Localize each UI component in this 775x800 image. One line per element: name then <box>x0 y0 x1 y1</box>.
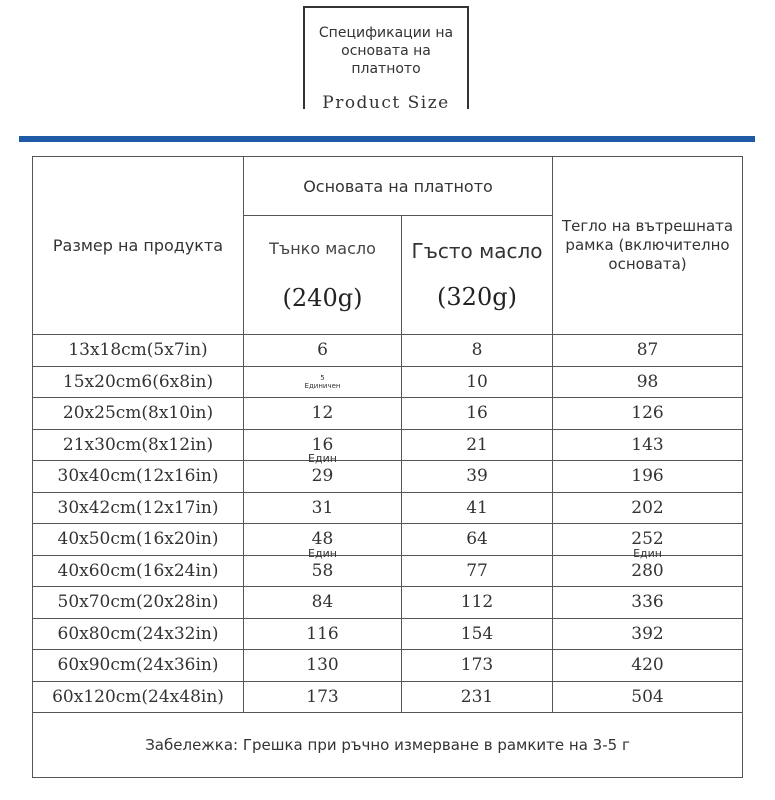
thin-cell: 116 <box>244 618 402 650</box>
frame-cell: 202 <box>553 492 743 524</box>
size-cell: 15x20cm6(6x8in) <box>33 366 244 398</box>
thin-value: 48 <box>311 529 334 550</box>
thick-cell: 64 <box>402 524 553 556</box>
thick-cell: 41 <box>402 492 553 524</box>
size-cell: 60x120cm(24x48in) <box>33 681 244 713</box>
size-cell: 40x60cm(16x24in) <box>33 555 244 587</box>
table-row <box>33 398 743 430</box>
thick-oil-weight: (320g) <box>437 283 517 311</box>
thick-cell: 8 <box>402 335 553 367</box>
thin-cell: 29 <box>244 461 402 493</box>
frame-cell: 504 <box>553 681 743 713</box>
thin-cell <box>244 524 402 560</box>
unit-label: Един <box>308 452 337 465</box>
unit-label: Един <box>308 546 337 560</box>
thick-cell: 77 <box>402 555 553 587</box>
thick-cell: 21 <box>402 429 553 461</box>
table-row <box>33 429 743 461</box>
size-cell: 60x80cm(24x32in) <box>33 618 244 650</box>
size-cell: 50x70cm(20x28in) <box>33 587 244 619</box>
frame-cell: 336 <box>553 587 743 619</box>
header-row-1 <box>33 157 743 216</box>
title-frame <box>303 6 469 105</box>
size-cell: 30x40cm(12x16in) <box>33 461 244 493</box>
thin-oil-weight: (240g) <box>282 283 363 312</box>
header-thick-oil <box>402 216 553 335</box>
thick-cell: 154 <box>402 618 553 650</box>
thin-cell: 58 <box>244 555 402 587</box>
thick-cell: 39 <box>402 461 553 493</box>
thin-cell <box>244 366 402 398</box>
table-row <box>33 587 743 619</box>
thin-cell: 12 <box>244 398 402 430</box>
frame-cell: 143 <box>553 429 743 461</box>
frame-cell: 392 <box>553 618 743 650</box>
subtitle-text: Product Size <box>319 93 453 113</box>
header-frame-weight <box>553 157 743 335</box>
thick-oil-label: Гъсто масло <box>411 239 543 263</box>
frame-value: 252 <box>631 529 664 550</box>
size-cell: 30x42cm(12x17in) <box>33 492 244 524</box>
thin-cell: 31 <box>244 492 402 524</box>
thick-cell: 112 <box>402 587 553 619</box>
size-cell: 21x30cm(8x12in) <box>33 429 244 461</box>
unit-label: Един <box>633 546 662 560</box>
divider-bar <box>19 136 755 142</box>
header-canvas-base: Основата на платното <box>244 157 553 216</box>
measurement-note: Забележка: Грешка при ръчно измерване в рамките на 3-5 г <box>33 713 743 778</box>
thick-cell: 10 <box>402 366 553 398</box>
page-subtitle <box>303 93 469 113</box>
size-cell: 60x90cm(24x36in) <box>33 650 244 682</box>
table-row <box>33 335 743 367</box>
thin-value: 16 <box>311 434 334 455</box>
table-row <box>33 461 743 493</box>
frame-cell: 126 <box>553 398 743 430</box>
size-cell: 40x50cm(16x20in) <box>33 524 244 556</box>
thin-cell: 173 <box>244 681 402 713</box>
frame-weight-label: Тегло на вътрешната рамка (включително основата) <box>561 217 734 273</box>
thick-cell: 231 <box>402 681 553 713</box>
frame-cell: 98 <box>553 366 743 398</box>
header-product-size: Размер на продукта <box>33 157 244 335</box>
frame-cell: 196 <box>553 461 743 493</box>
frame-cell <box>553 524 743 560</box>
frame-cell: 420 <box>553 650 743 682</box>
table-row <box>33 524 743 556</box>
header-thin-oil <box>244 216 402 335</box>
thick-cell: 173 <box>402 650 553 682</box>
table-row <box>33 366 743 398</box>
table-row <box>33 555 743 587</box>
table-row <box>33 681 743 713</box>
page-title: Спецификации на основата на платното <box>318 25 454 77</box>
thin-cell: 6 <box>244 335 402 367</box>
thick-cell: 16 <box>402 398 553 430</box>
small-number: 5 <box>320 373 325 382</box>
thin-oil-label: Тънко масло <box>269 238 376 258</box>
small-label: Единичен <box>304 381 341 390</box>
note-row <box>33 713 743 778</box>
frame-cell: 87 <box>553 335 743 367</box>
spec-table <box>32 156 743 778</box>
frame-cell: 280 <box>553 555 743 587</box>
table-row <box>33 618 743 650</box>
size-cell: 20x25cm(8x10in) <box>33 398 244 430</box>
table-row <box>33 650 743 682</box>
thin-cell: 84 <box>244 587 402 619</box>
size-cell: 13x18cm(5x7in) <box>33 335 244 367</box>
table-row <box>33 492 743 524</box>
thin-cell <box>244 429 402 465</box>
thin-cell: 130 <box>244 650 402 682</box>
